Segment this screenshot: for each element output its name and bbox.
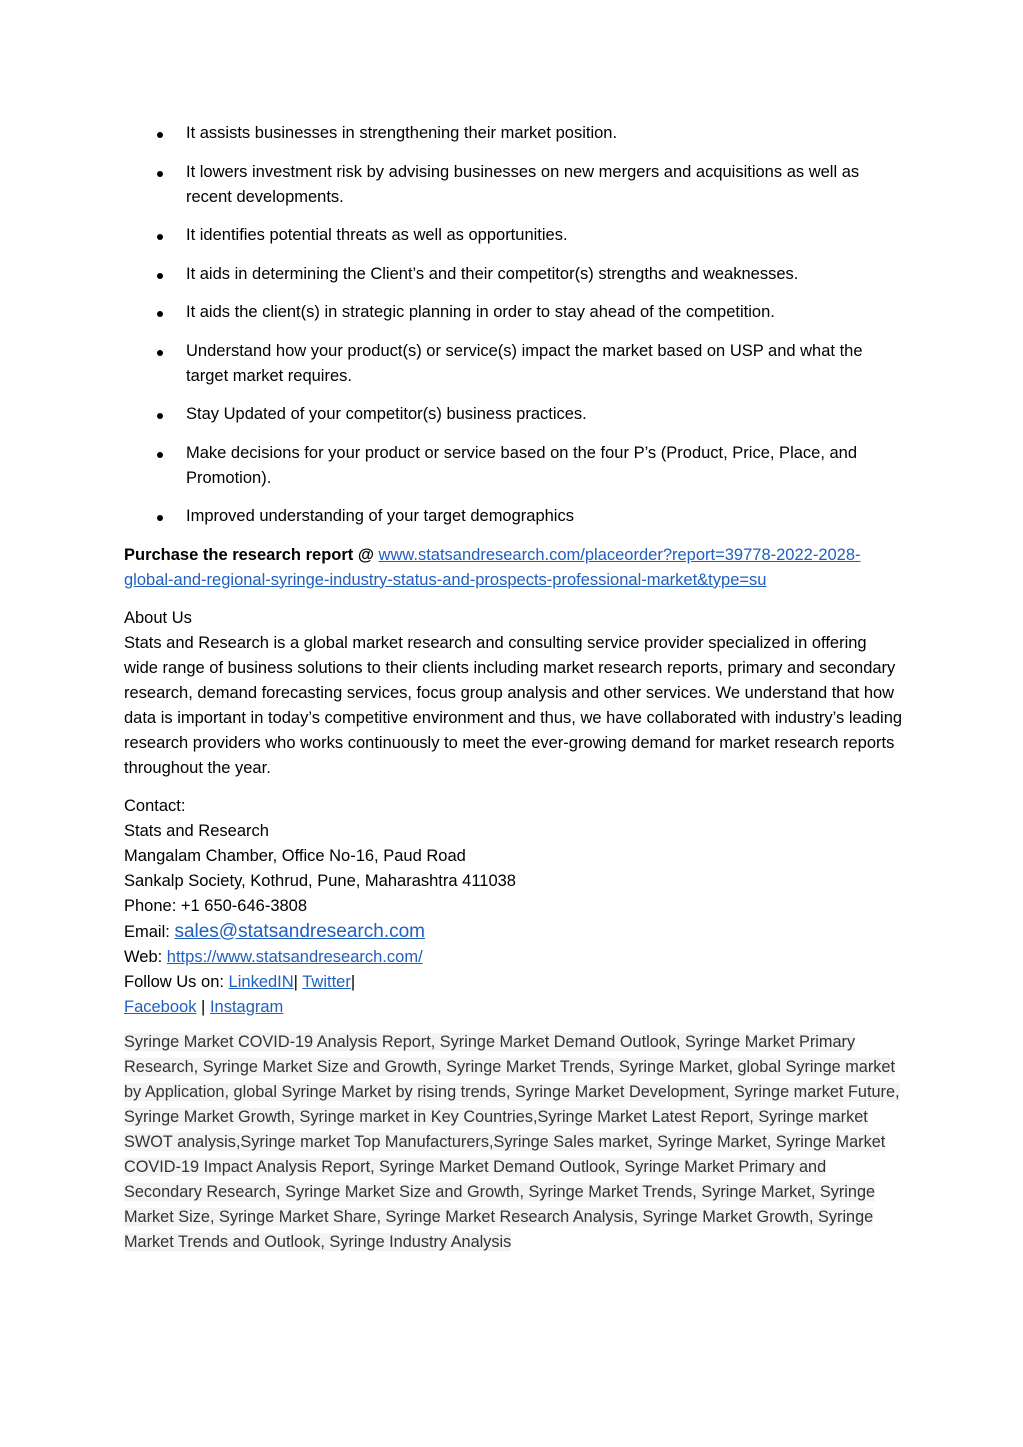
- list-item-text: Stay Updated of your competitor(s) business practices.: [186, 405, 587, 423]
- separator: |: [196, 997, 210, 1016]
- list-item: [124, 504, 904, 529]
- list-item-text: It aids in determining the Client’s and their competitor(s) strengths and weaknesses.: [186, 264, 799, 283]
- bullet-icon: [157, 132, 163, 138]
- separator: |: [350, 972, 356, 991]
- contact-phone: Phone: +1 650-646-3808: [124, 896, 308, 915]
- separator: |: [293, 972, 298, 991]
- bullet-icon: [157, 273, 163, 279]
- list-item: [124, 402, 904, 427]
- list-item-text: Improved understanding of your target demographics: [186, 507, 574, 525]
- contact-heading: Contact:: [124, 796, 186, 815]
- contact-address-line-2: Sankalp Society, Kothrud, Pune, Maharashtra 411038: [124, 871, 516, 890]
- instagram-link[interactable]: Instagram: [209, 997, 284, 1016]
- list-item: [124, 339, 904, 389]
- web-label: Web:: [124, 947, 167, 966]
- document-page: [124, 121, 904, 1255]
- contact-email-row: [124, 919, 904, 945]
- contact-company: Stats and Research: [124, 821, 269, 840]
- list-item-text: Make decisions for your product or service based on the four P’s (Product, Price, Place, and Promotion).: [186, 443, 858, 487]
- about-body: Stats and Research is a global market research and consulting service provider specialized in offering wide range of business solutions to their clients including market research reports, primary and secondary research, demand forecasting services, focus group analysis and other services. We understand that how data is important in today’s competitive environment and thus, we have collaborated with industry’s leading research providers who works continuously to meet the ever-growing demand for market research reports throughout the year.: [124, 633, 903, 777]
- contact-social-row: [124, 995, 904, 1020]
- purchase-paragraph: [124, 543, 904, 593]
- purchase-label: Purchase the research report @: [124, 545, 379, 564]
- contact-web-row: [124, 945, 904, 970]
- list-item-text: It identifies potential threats as well as opportunities.: [186, 226, 568, 244]
- linkedin-link[interactable]: LinkedIN: [228, 972, 294, 991]
- list-item: [124, 223, 904, 248]
- list-item: [124, 121, 904, 146]
- keywords-text: Syringe Market COVID-19 Analysis Report, Syringe Market Demand Outlook, Syringe Market Primary Research, Syringe Market Size and Growth, Syringe Market Trends, Syringe Market, global Syringe market by Application, global Syringe Market by rising trends, Syringe Market Development, Syringe market Future, Syringe Market Growth, Syringe market in Key Countries,Syringe Market Latest Report, Syringe market SWOT analysis,Syringe market Top Manufacturers,Syringe Sales market, Syringe Market, Syringe Market COVID-19 Impact Analysis Report, Syringe Market Demand Outlook, Syringe Market Primary and Secondary Research, Syringe Market Size and Growth, Syringe Market Trends, Syringe Market, Syringe Market Size, Syringe Market Share, Syringe Market Research Analysis, Syringe Market Growth, Syringe Market Trends and Outlook, Syringe Industry Analysis: [124, 1032, 900, 1251]
- list-item-text: Understand how your product(s) or service(s) impact the market based on USP and what the target market requires.: [186, 341, 863, 385]
- contact-follow-row: [124, 970, 904, 995]
- bullet-icon: [157, 171, 163, 177]
- web-link[interactable]: https://www.statsandresearch.com/: [166, 947, 423, 966]
- about-section: [124, 606, 904, 781]
- bullet-icon: [157, 234, 163, 240]
- list-item: [124, 441, 904, 491]
- follow-label: Follow Us on:: [124, 972, 229, 991]
- keywords-block: [124, 1030, 904, 1255]
- contact-section: [124, 794, 904, 1020]
- purchase-link[interactable]: www.statsandresearch.com/placeorder?report=39778-2022-2028-global-and-regional-syringe-industry-status-and-prospects-professional-market&type=su: [124, 545, 861, 589]
- email-link[interactable]: sales@statsandresearch.com: [174, 920, 425, 942]
- bullet-icon: [157, 350, 163, 356]
- list-item-text: It assists businesses in strengthening their market position.: [186, 124, 618, 142]
- twitter-link[interactable]: Twitter: [302, 972, 351, 991]
- list-item: [124, 262, 904, 287]
- contact-address-line-1: Mangalam Chamber, Office No-16, Paud Road: [124, 846, 466, 865]
- email-label: Email:: [124, 922, 175, 941]
- bullet-icon: [157, 413, 163, 419]
- facebook-link[interactable]: Facebook: [124, 997, 197, 1016]
- list-item-text: It aids the client(s) in strategic planning in order to stay ahead of the competition.: [186, 303, 775, 321]
- bullet-icon: [157, 515, 163, 521]
- benefits-list: [124, 121, 904, 529]
- bullet-icon: [157, 311, 163, 317]
- list-item: [124, 160, 904, 210]
- list-item: [124, 300, 904, 325]
- list-item-text: It lowers investment risk by advising businesses on new mergers and acquisitions as well as recent developments.: [186, 162, 860, 206]
- about-heading: About Us: [124, 608, 192, 627]
- bullet-icon: [157, 452, 163, 458]
